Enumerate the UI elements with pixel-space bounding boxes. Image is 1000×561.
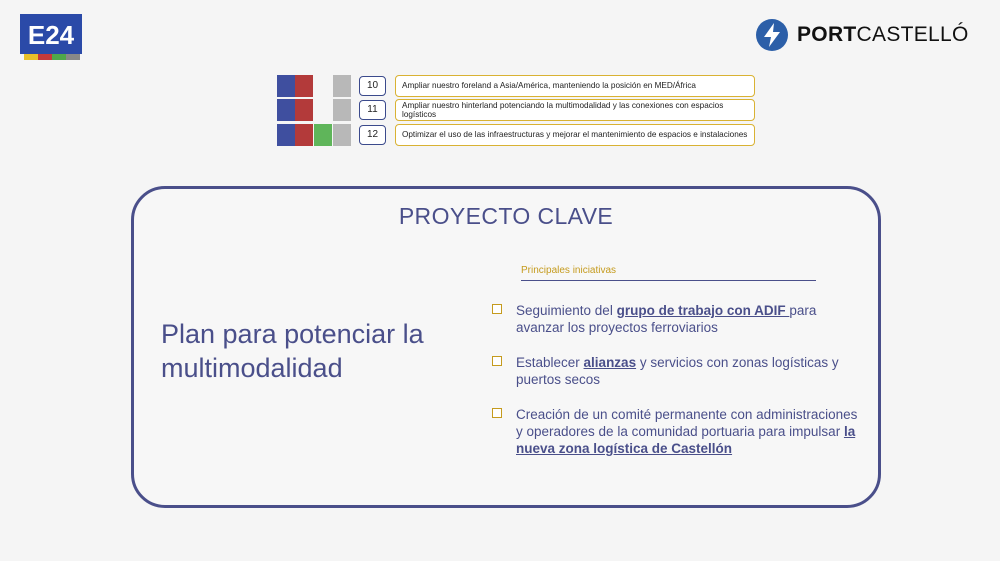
initiative-highlight: alianzas xyxy=(583,355,637,370)
plan-title: Plan para potenciar la multimodalidad xyxy=(161,319,424,383)
key-project-card xyxy=(131,186,881,508)
checkbox-bullet-icon xyxy=(492,356,502,366)
portcastello-logo xyxy=(755,14,969,56)
card-title: PROYECTO CLAVE xyxy=(398,203,614,229)
objective-row xyxy=(277,124,757,146)
objective-row xyxy=(277,75,757,97)
brand-name: PORTCASTELLÓ xyxy=(797,23,969,46)
objective-text: Ampliar nuestro hinterland potenciando la multimodalidad y las conexiones con espacios logísticos xyxy=(395,99,755,121)
port-bolt-icon xyxy=(755,18,789,52)
checkbox-bullet-icon xyxy=(492,408,502,418)
initiative-item: Creación de un comité permanente con administraciones y operadores de la comunidad portuaria para impulsar la nueva zona logística de Castellón xyxy=(492,406,862,457)
objective-number: 11 xyxy=(359,100,386,120)
objective-row xyxy=(277,99,757,121)
initiative-item: Establecer alianzas y servicios con zonas logísticas y puertos secos xyxy=(492,354,862,388)
objective-number: 12 xyxy=(359,125,386,145)
objective-blocks xyxy=(277,99,352,121)
objective-text: Ampliar nuestro foreland a Asia/América, manteniendo la posición en MED/África xyxy=(395,75,755,97)
e24-logo xyxy=(20,14,82,70)
svg-text:E24: E24 xyxy=(27,20,75,50)
initiatives-list xyxy=(492,302,862,475)
checkbox-bullet-icon xyxy=(492,304,502,314)
objective-number: 10 xyxy=(359,76,386,96)
initiative-highlight: grupo de trabajo con ADIF xyxy=(616,303,790,318)
initiatives-label: Principales iniciativas xyxy=(521,265,816,281)
initiative-highlight: la nueva zona logística de Castellón xyxy=(516,424,856,456)
objective-blocks xyxy=(277,124,352,146)
objective-blocks xyxy=(277,75,352,97)
objective-text: Optimizar el uso de las infraestructuras y mejorar el mantenimiento de espacios e instalaciones xyxy=(395,124,755,146)
initiative-item: Seguimiento del grupo de trabajo con ADIF para avanzar los proyectos ferroviarios xyxy=(492,302,862,336)
